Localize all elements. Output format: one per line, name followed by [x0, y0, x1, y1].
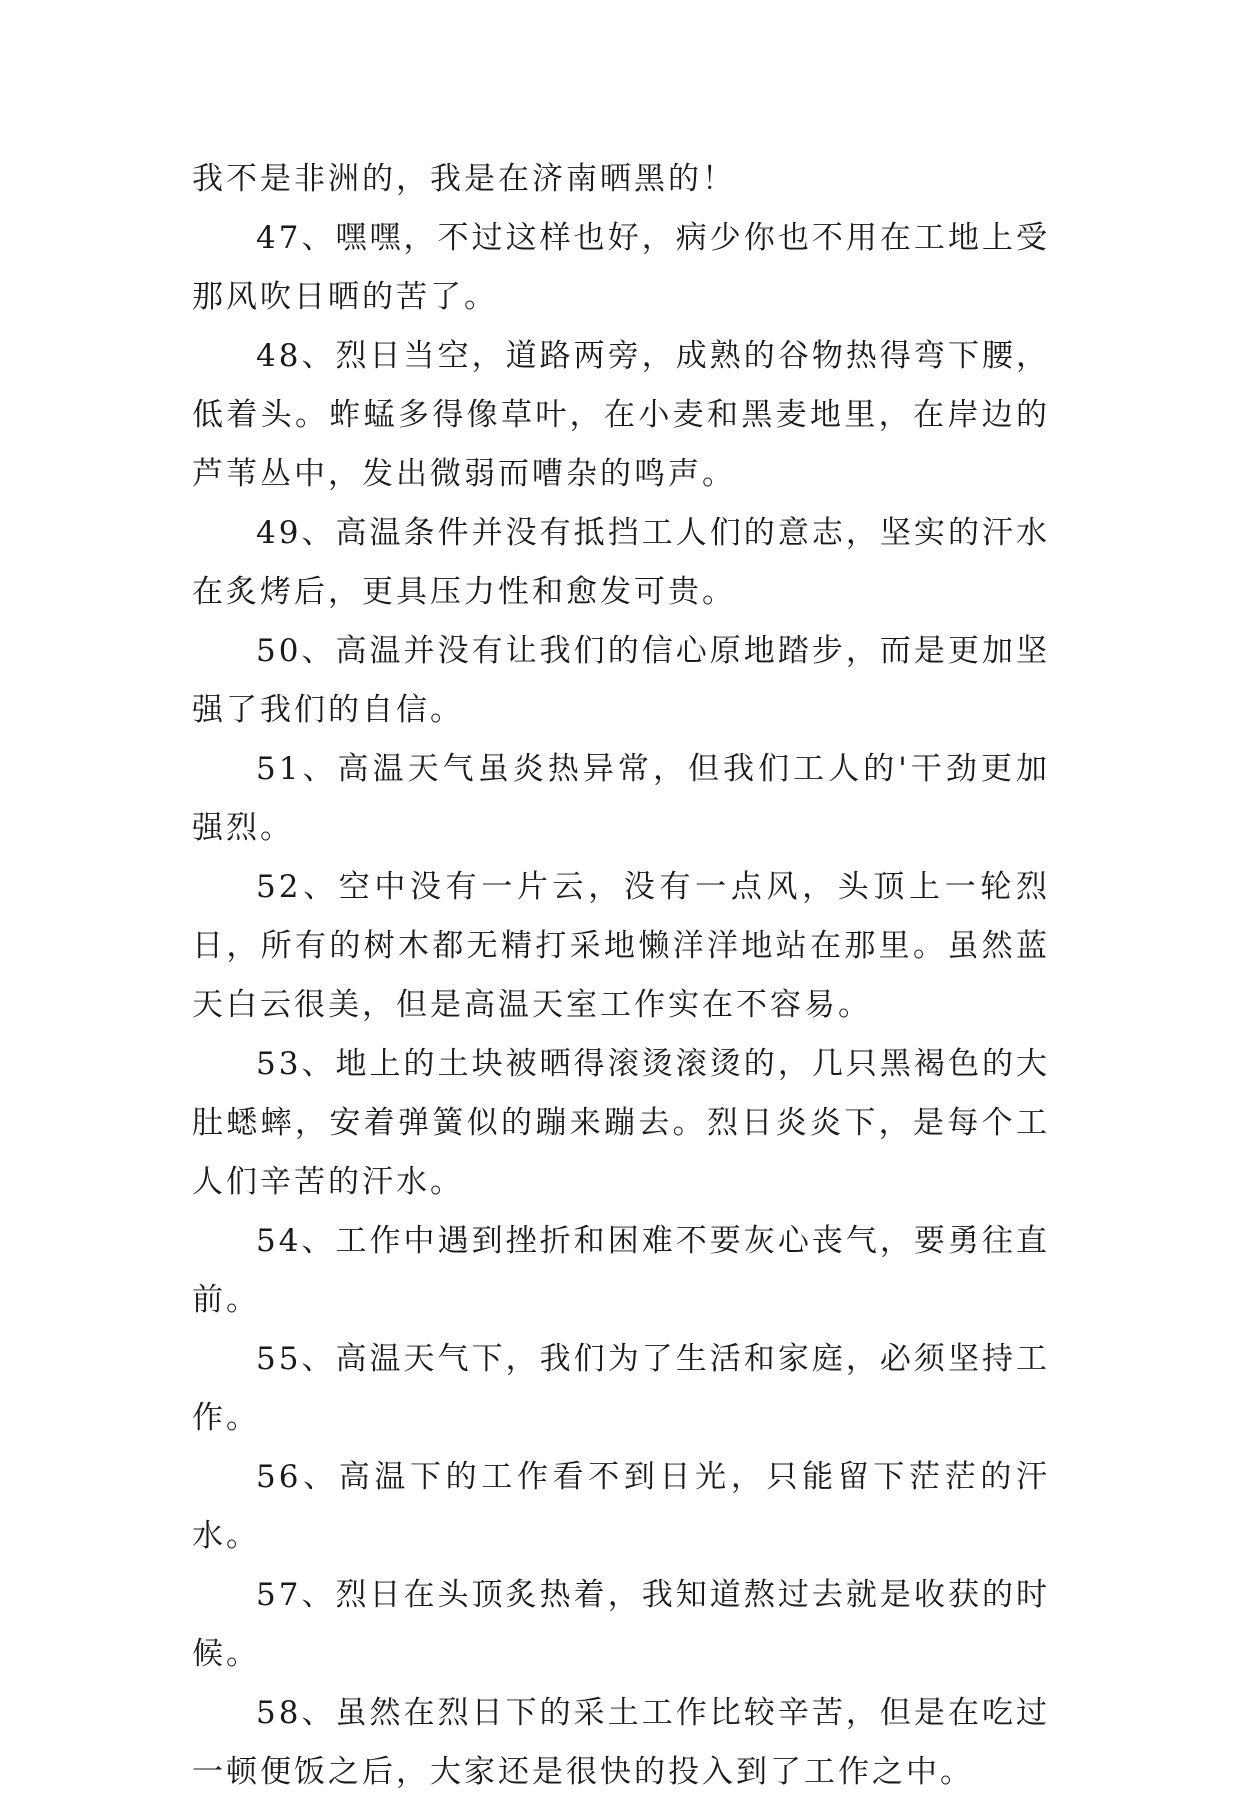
paragraph: 我不是非洲的，我是在济南晒黑的！ [192, 161, 736, 197]
paragraph: 58、虽然在烈日下的采土工作比较辛苦，但是在吃过一顿便饭之后，大家还是很快的投入到了工作之中。 [192, 1695, 1050, 1790]
paragraph: 47、嘿嘿，不过这样也好，病少你也不用在工地上受那风吹日晒的苦了。 [192, 220, 1050, 315]
paragraph: 57、烈日在头顶炙热着，我知道熬过去就是收获的时候。 [192, 1577, 1050, 1672]
paragraph: 49、高温条件并没有抵挡工人们的意志，坚实的汗水在炙烤后，更具压力性和愈发可贵。 [192, 515, 1050, 610]
paragraph: 53、地上的土块被晒得滚烫滚烫的，几只黑褐色的大肚蟋蟀，安着弹簧似的蹦来蹦去。烈日炎炎下，是每个工人们辛苦的汗水。 [192, 1046, 1050, 1200]
paragraph: 56、高温下的工作看不到日光，只能留下茫茫的汗水。 [192, 1459, 1050, 1554]
paragraph: 54、工作中遇到挫折和困难不要灰心丧气，要勇往直前。 [192, 1223, 1050, 1318]
paragraph: 55、高温天气下，我们为了生活和家庭，必须坚持工作。 [192, 1341, 1050, 1436]
document-body [192, 150, 1050, 1802]
paragraph: 52、空中没有一片云，没有一点风，头顶上一轮烈日，所有的树木都无精打采地懒洋洋地站在那里。虽然蓝天白云很美，但是高温天室工作实在不容易。 [192, 869, 1050, 1023]
paragraph: 48、烈日当空，道路两旁，成熟的谷物热得弯下腰，低着头。蚱蜢多得像草叶，在小麦和黑麦地里，在岸边的芦苇丛中，发出微弱而嘈杂的鸣声。 [192, 338, 1050, 492]
paragraph: 50、高温并没有让我们的信心原地踏步，而是更加坚强了我们的自信。 [192, 633, 1050, 728]
paragraph: 51、高温天气虽炎热异常，但我们工人的'干劲更加强烈。 [192, 751, 1050, 846]
